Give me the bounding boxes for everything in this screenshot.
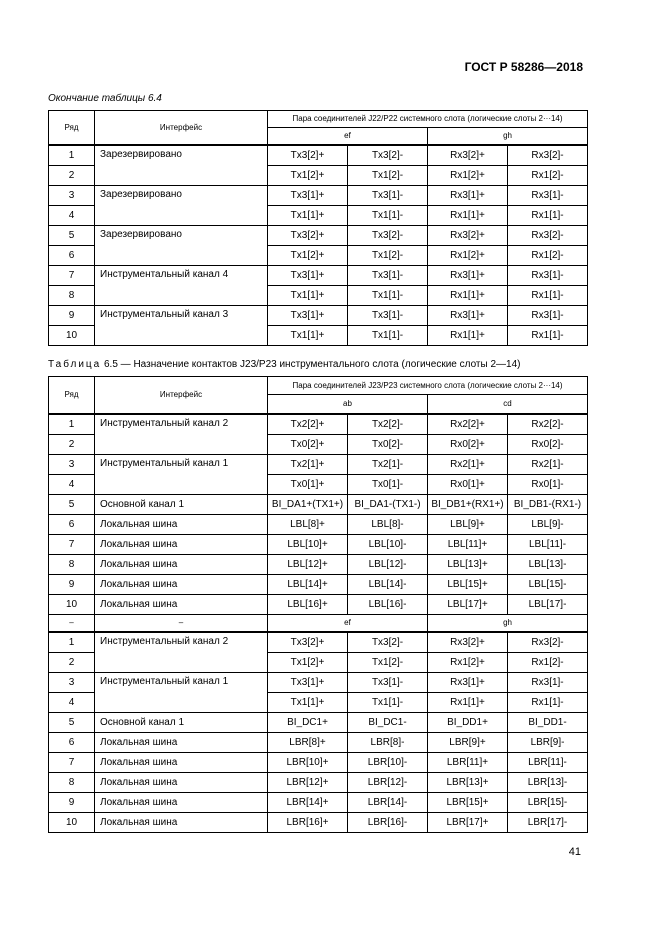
interface-cell: Локальная шина xyxy=(95,595,268,615)
signal-cell: Rx3[2]- xyxy=(508,226,588,246)
row-number: 3 xyxy=(49,673,95,693)
row-number: 8 xyxy=(49,773,95,793)
signal-cell: Tx1[1]+ xyxy=(268,693,348,713)
signal-cell: LBR[9]+ xyxy=(428,733,508,753)
interface-cell: Локальная шина xyxy=(95,813,268,833)
table-row xyxy=(49,733,588,753)
signal-cell: Tx3[2]+ xyxy=(268,145,348,166)
page-number: 41 xyxy=(568,846,581,858)
table-row xyxy=(49,515,588,535)
interface-cell: Основной канал 1 xyxy=(95,495,268,515)
table-6-5-caption-text: 6.5 — Назначение контактов J23/P23 инструментального слота (логические слоты 2—14) xyxy=(101,359,521,370)
signal-cell: Rx1[1]- xyxy=(508,206,588,226)
signal-cell: LBR[12]- xyxy=(348,773,428,793)
signal-cell: LBL[11]+ xyxy=(428,535,508,555)
table-6-4-caption: Окончание таблицы 6.4 xyxy=(48,93,162,104)
row-number: 10 xyxy=(49,813,95,833)
signal-cell: Tx3[2]- xyxy=(348,226,428,246)
signal-cell: Tx2[1]+ xyxy=(268,455,348,475)
row-number: 10 xyxy=(49,595,95,615)
signal-cell: Tx3[1]+ xyxy=(268,306,348,326)
interface-cell: Основной канал 1 xyxy=(95,713,268,733)
table-row xyxy=(49,595,588,615)
signal-cell: Tx2[2]- xyxy=(348,414,428,435)
signal-cell: LBL[12]- xyxy=(348,555,428,575)
signal-cell: LBL[13]+ xyxy=(428,555,508,575)
signal-cell: Rx3[1]- xyxy=(508,186,588,206)
signal-cell: LBR[8]+ xyxy=(268,733,348,753)
signal-cell: Rx1[1]+ xyxy=(428,693,508,713)
signal-cell: Rx1[1]- xyxy=(508,326,588,346)
signal-cell: Rx1[1]+ xyxy=(428,286,508,306)
signal-cell: Tx1[1]- xyxy=(348,326,428,346)
signal-cell: Rx1[2]+ xyxy=(428,246,508,266)
signal-cell: Tx3[2]- xyxy=(348,632,428,653)
row-number: 2 xyxy=(49,653,95,673)
signal-cell: Rx3[1]- xyxy=(508,673,588,693)
signal-cell: LBR[16]- xyxy=(348,813,428,833)
signal-cell: BI_DA1+(TX1+) xyxy=(268,495,348,515)
signal-cell: BI_DB1+(RX1+) xyxy=(428,495,508,515)
signal-cell: Tx3[1]- xyxy=(348,266,428,286)
table-row xyxy=(49,186,588,206)
signal-cell: LBR[8]- xyxy=(348,733,428,753)
signal-cell: LBR[14]+ xyxy=(268,793,348,813)
table-row xyxy=(49,575,588,595)
signal-cell: LBR[16]+ xyxy=(268,813,348,833)
interface-cell: Инструментальный канал 2 xyxy=(95,632,268,673)
row-number: 8 xyxy=(49,555,95,575)
interface-cell: Инструментальный канал 1 xyxy=(95,673,268,713)
signal-cell: LBR[15]+ xyxy=(428,793,508,813)
signal-cell: Rx3[1]- xyxy=(508,266,588,286)
signal-cell: Rx1[1]- xyxy=(508,286,588,306)
signal-cell: Tx3[1]- xyxy=(348,673,428,693)
header-connector-group: Пара соединителей J23/P23 системного слота (логические слоты 2···14) xyxy=(268,377,588,395)
signal-cell: Tx2[2]+ xyxy=(268,414,348,435)
interface-cell: Инструментальный канал 2 xyxy=(95,414,268,455)
interface-cell: Локальная шина xyxy=(95,535,268,555)
row-number: 1 xyxy=(49,145,95,166)
table-row xyxy=(49,673,588,693)
divider-row xyxy=(49,615,588,633)
signal-cell: Rx1[1]- xyxy=(508,693,588,713)
interface-cell: Инструментальный канал 3 xyxy=(95,306,268,346)
signal-cell: LBL[11]- xyxy=(508,535,588,555)
table-row xyxy=(49,495,588,515)
header-connector-group: Пара соединителей J22/P22 системного слота (логические слоты 2···14) xyxy=(268,111,588,128)
row-number: 2 xyxy=(49,435,95,455)
table-row xyxy=(49,455,588,475)
signal-cell: BI_DD1- xyxy=(508,713,588,733)
signal-cell: LBR[17]+ xyxy=(428,813,508,833)
header-interface: Интерфейс xyxy=(95,111,268,146)
table-row xyxy=(49,713,588,733)
signal-cell: LBL[17]- xyxy=(508,595,588,615)
table-row xyxy=(49,753,588,773)
signal-cell: LBL[10]- xyxy=(348,535,428,555)
signal-cell: LBR[11]- xyxy=(508,753,588,773)
signal-cell: Rx2[1]- xyxy=(508,455,588,475)
signal-cell: Rx3[2]+ xyxy=(428,226,508,246)
table-row xyxy=(49,414,588,435)
signal-cell: Tx0[2]+ xyxy=(268,435,348,455)
signal-cell: Tx1[1]+ xyxy=(268,326,348,346)
table-header-row xyxy=(49,377,588,395)
signal-cell: Rx3[2]- xyxy=(508,145,588,166)
row-number: 5 xyxy=(49,226,95,246)
table-row xyxy=(49,773,588,793)
signal-cell: Rx3[1]+ xyxy=(428,266,508,286)
table-row xyxy=(49,535,588,555)
interface-cell: Зарезервировано xyxy=(95,226,268,266)
signal-cell: Rx3[1]+ xyxy=(428,306,508,326)
divider-sub2: gh xyxy=(428,615,588,633)
signal-cell: Rx0[2]- xyxy=(508,435,588,455)
header-sub2: gh xyxy=(428,128,588,146)
document-code: ГОСТ Р 58286—2018 xyxy=(464,60,583,74)
row-number: 6 xyxy=(49,246,95,266)
interface-cell: Инструментальный канал 1 xyxy=(95,455,268,495)
signal-cell: Rx3[1]+ xyxy=(428,186,508,206)
signal-cell: LBL[15]- xyxy=(508,575,588,595)
signal-cell: Tx3[2]+ xyxy=(268,226,348,246)
signal-cell: LBL[9]- xyxy=(508,515,588,535)
signal-cell: BI_DC1+ xyxy=(268,713,348,733)
signal-cell: Rx2[1]+ xyxy=(428,455,508,475)
signal-cell: Rx1[2]- xyxy=(508,246,588,266)
row-number: 9 xyxy=(49,306,95,326)
signal-cell: Tx1[1]- xyxy=(348,206,428,226)
row-number: 1 xyxy=(49,632,95,653)
table-6-5-body xyxy=(49,377,588,833)
row-number: 6 xyxy=(49,515,95,535)
signal-cell: Rx2[2]- xyxy=(508,414,588,435)
row-number: 9 xyxy=(49,793,95,813)
row-number: 7 xyxy=(49,266,95,286)
signal-cell: LBL[10]+ xyxy=(268,535,348,555)
signal-cell: Tx1[1]+ xyxy=(268,286,348,306)
header-sub2: cd xyxy=(428,395,588,414)
signal-cell: Rx3[2]+ xyxy=(428,145,508,166)
row-number: 8 xyxy=(49,286,95,306)
signal-cell: Rx1[2]- xyxy=(508,166,588,186)
signal-cell: Rx3[2]+ xyxy=(428,632,508,653)
row-number: 2 xyxy=(49,166,95,186)
signal-cell: Tx1[1]+ xyxy=(268,206,348,226)
signal-cell: BI_DA1-(TX1-) xyxy=(348,495,428,515)
signal-cell: LBL[8]+ xyxy=(268,515,348,535)
signal-cell: LBR[10]- xyxy=(348,753,428,773)
signal-cell: Tx3[1]- xyxy=(348,306,428,326)
signal-cell: BI_DD1+ xyxy=(428,713,508,733)
signal-cell: Tx1[1]- xyxy=(348,693,428,713)
row-number: 4 xyxy=(49,693,95,713)
row-number: 3 xyxy=(49,455,95,475)
signal-cell: Rx1[2]+ xyxy=(428,166,508,186)
signal-cell: Tx1[2]+ xyxy=(268,166,348,186)
interface-cell: Локальная шина xyxy=(95,793,268,813)
signal-cell: LBL[8]- xyxy=(348,515,428,535)
signal-cell: LBL[17]+ xyxy=(428,595,508,615)
signal-cell: LBR[11]+ xyxy=(428,753,508,773)
interface-cell: Зарезервировано xyxy=(95,186,268,226)
interface-cell: Локальная шина xyxy=(95,753,268,773)
signal-cell: Tx3[1]+ xyxy=(268,673,348,693)
signal-cell: LBL[16]- xyxy=(348,595,428,615)
divider-row-number: – xyxy=(49,615,95,633)
interface-cell: Локальная шина xyxy=(95,575,268,595)
signal-cell: LBR[12]+ xyxy=(268,773,348,793)
signal-cell: Rx3[1]- xyxy=(508,306,588,326)
signal-cell: LBL[15]+ xyxy=(428,575,508,595)
row-number: 1 xyxy=(49,414,95,435)
table-row xyxy=(49,632,588,653)
signal-cell: Rx3[2]- xyxy=(508,632,588,653)
header-sub1: ab xyxy=(268,395,428,414)
row-number: 10 xyxy=(49,326,95,346)
signal-cell: Rx1[1]+ xyxy=(428,206,508,226)
table-6-5-caption xyxy=(48,359,520,370)
table-6-4 xyxy=(48,110,588,346)
signal-cell: LBL[9]+ xyxy=(428,515,508,535)
row-number: 7 xyxy=(49,535,95,555)
header-interface: Интерфейс xyxy=(95,377,268,415)
signal-cell: LBL[16]+ xyxy=(268,595,348,615)
row-number: 6 xyxy=(49,733,95,753)
table-row xyxy=(49,793,588,813)
signal-cell: LBL[14]- xyxy=(348,575,428,595)
table-6-5 xyxy=(48,376,588,833)
interface-cell: Локальная шина xyxy=(95,515,268,535)
signal-cell: LBR[13]- xyxy=(508,773,588,793)
signal-cell: LBR[15]- xyxy=(508,793,588,813)
header-sub1: ef xyxy=(268,128,428,146)
signal-cell: Tx1[2]- xyxy=(348,166,428,186)
signal-cell: Tx0[1]- xyxy=(348,475,428,495)
signal-cell: LBR[14]- xyxy=(348,793,428,813)
signal-cell: LBR[13]+ xyxy=(428,773,508,793)
signal-cell: Rx2[2]+ xyxy=(428,414,508,435)
header-row-label: Ряд xyxy=(49,377,95,415)
signal-cell: LBL[12]+ xyxy=(268,555,348,575)
signal-cell: Tx1[2]+ xyxy=(268,653,348,673)
row-number: 7 xyxy=(49,753,95,773)
signal-cell: Tx3[1]+ xyxy=(268,266,348,286)
signal-cell: Tx1[2]- xyxy=(348,246,428,266)
signal-cell: Tx1[2]+ xyxy=(268,246,348,266)
signal-cell: Tx3[1]- xyxy=(348,186,428,206)
divider-interface: – xyxy=(95,615,268,633)
signal-cell: LBL[13]- xyxy=(508,555,588,575)
row-number: 4 xyxy=(49,206,95,226)
table-row xyxy=(49,266,588,286)
row-number: 4 xyxy=(49,475,95,495)
signal-cell: Rx1[2]+ xyxy=(428,653,508,673)
interface-cell: Локальная шина xyxy=(95,773,268,793)
table-row xyxy=(49,145,588,166)
interface-cell: Инструментальный канал 4 xyxy=(95,266,268,306)
signal-cell: LBR[9]- xyxy=(508,733,588,753)
table-6-5-caption-word: Таблица xyxy=(48,359,102,370)
table-row xyxy=(49,226,588,246)
signal-cell: Tx3[2]+ xyxy=(268,632,348,653)
divider-sub1: ef xyxy=(268,615,428,633)
signal-cell: Tx0[1]+ xyxy=(268,475,348,495)
signal-cell: BI_DB1-(RX1-) xyxy=(508,495,588,515)
table-row xyxy=(49,813,588,833)
row-number: 5 xyxy=(49,495,95,515)
signal-cell: Rx1[2]- xyxy=(508,653,588,673)
signal-cell: Rx0[2]+ xyxy=(428,435,508,455)
row-number: 5 xyxy=(49,713,95,733)
interface-cell: Локальная шина xyxy=(95,733,268,753)
interface-cell: Зарезервировано xyxy=(95,145,268,186)
signal-cell: Rx3[1]+ xyxy=(428,673,508,693)
table-row xyxy=(49,555,588,575)
signal-cell: Tx3[1]+ xyxy=(268,186,348,206)
signal-cell: Tx3[2]- xyxy=(348,145,428,166)
signal-cell: Rx0[1]- xyxy=(508,475,588,495)
header-row-label: Ряд xyxy=(49,111,95,146)
signal-cell: Rx0[1]+ xyxy=(428,475,508,495)
row-number: 3 xyxy=(49,186,95,206)
signal-cell: Tx2[1]- xyxy=(348,455,428,475)
signal-cell: Tx1[1]- xyxy=(348,286,428,306)
signal-cell: LBR[17]- xyxy=(508,813,588,833)
table-row xyxy=(49,306,588,326)
signal-cell: Tx0[2]- xyxy=(348,435,428,455)
table-header-row xyxy=(49,111,588,128)
signal-cell: BI_DC1- xyxy=(348,713,428,733)
signal-cell: LBL[14]+ xyxy=(268,575,348,595)
signal-cell: LBR[10]+ xyxy=(268,753,348,773)
signal-cell: Tx1[2]- xyxy=(348,653,428,673)
row-number: 9 xyxy=(49,575,95,595)
table-6-4-body xyxy=(49,111,588,346)
interface-cell: Локальная шина xyxy=(95,555,268,575)
signal-cell: Rx1[1]+ xyxy=(428,326,508,346)
